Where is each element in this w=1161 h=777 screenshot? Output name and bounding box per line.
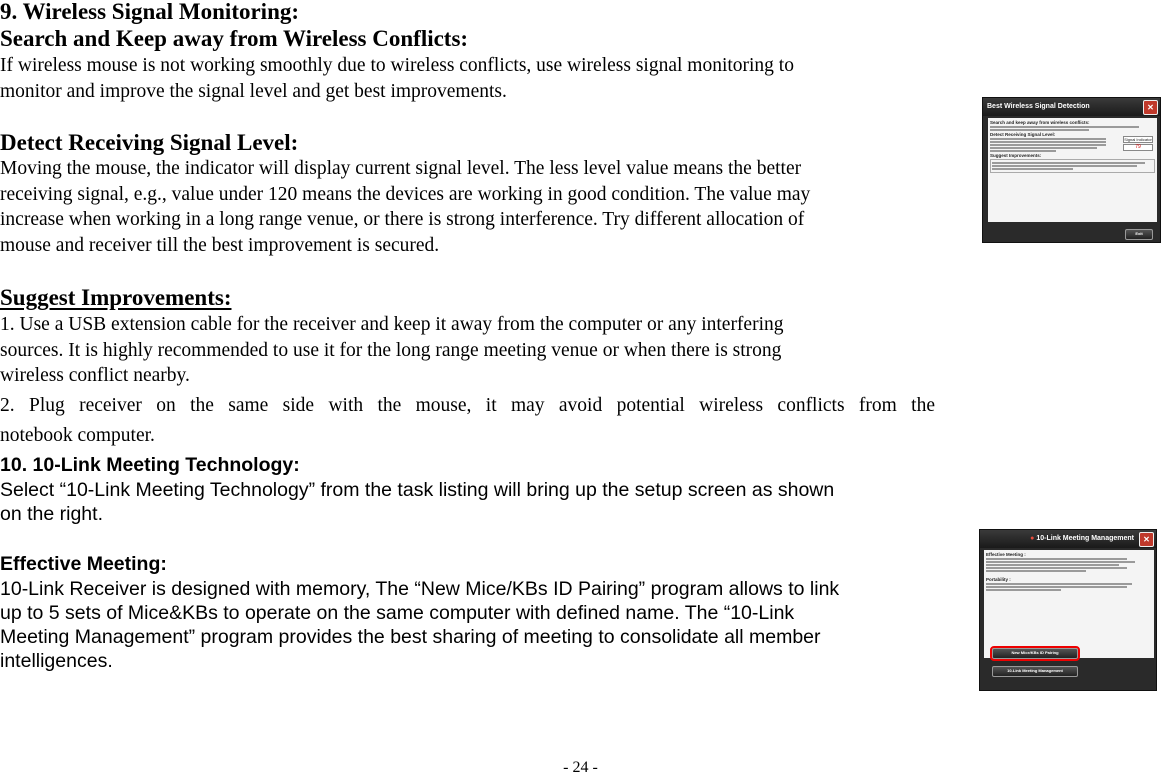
search-heading: Search and keep away from wireless conflicts: (990, 120, 1090, 125)
app-logo-icon: ● (1030, 535, 1035, 542)
signal-indicator (1123, 136, 1153, 151)
signal-indicator-label: Signal Indicator (1124, 137, 1152, 142)
signal-detection-screenshot (982, 97, 1161, 243)
detect-line: receiving signal, e.g., value under 120 means the devices are working in good condition. The value may (0, 183, 811, 205)
window-titlebar (980, 530, 1156, 548)
meeting-management-screenshot (979, 529, 1157, 691)
window-title: Best Wireless Signal Detection (987, 103, 1090, 110)
effective-line: Meeting Management” program provides the best sharing of meeting to consolidate all member (0, 626, 821, 648)
window-title: 10-Link Meeting Management (1036, 535, 1134, 542)
section-10-heading: 10. 10-Link Meeting Technology: (0, 454, 300, 476)
detect-heading: Detect Receiving Signal Level: (990, 132, 1056, 137)
section-9-heading: 9. Wireless Signal Monitoring: (0, 0, 300, 24)
meeting-content-pane (984, 550, 1154, 658)
effective-line: 10-Link Receiver is designed with memory, The “New Mice/KBs ID Pairing” program allows to link (0, 578, 840, 600)
intro-line: If wireless mouse is not working smoothly due to wireless conflicts, use wireless signal monitoring to (0, 55, 794, 76)
detect-line: Moving the mouse, the indicator will display current signal level. The less level value means the better (0, 158, 802, 179)
plug-receiver-line-end: notebook computer. (0, 425, 155, 446)
effective-heading: Effective Meeting : (986, 552, 1026, 557)
close-icon: ✕ (1143, 100, 1158, 115)
close-icon: ✕ (1139, 532, 1154, 547)
suggest-improvements-list (0, 312, 940, 389)
detect-signal-heading: Detect Receiving Signal Level: (0, 130, 299, 155)
exit-button[interactable]: Exit (1125, 229, 1153, 240)
suggest-line: sources. It is highly recommended to use it for the long range meeting venue or when there is strong (0, 339, 782, 361)
suggest-heading: Suggest Improvements: (990, 153, 1042, 158)
plug-receiver-line: 2. Plug receiver on the same side with the mouse, it may avoid potential wireless conflicts from the (0, 395, 935, 416)
detect-line: increase when working in a long range venue, or there is strong interference. Try different allocation of (0, 209, 805, 230)
wireless-conflicts-subheading: Search and Keep away from Wireless Conflicts: (0, 26, 469, 51)
effective-meeting-heading: Effective Meeting: (0, 553, 167, 575)
new-pairing-button[interactable]: New Mice/KBs ID Pairing (992, 648, 1078, 659)
effective-line: intelligences. (0, 650, 113, 672)
detect-signal-paragraph (0, 156, 940, 258)
section-10-intro (0, 478, 940, 526)
suggest-improvements-heading-text: Suggest Improvements: (0, 285, 232, 310)
section-9-intro (0, 53, 940, 104)
detect-line: mouse and receiver till the best improvement is secured. (0, 234, 440, 256)
suggest-line: wireless conflict nearby. (0, 365, 190, 386)
effective-line: up to 5 sets of Mice&KBs to operate on the same computer with defined name. The “10-Link (0, 602, 795, 624)
suggest-improvements-heading (0, 284, 231, 311)
intro-line: monitor and improve the signal level and get best improvements. (0, 80, 507, 102)
window-titlebar (983, 98, 1160, 116)
intro-line: on the right. (0, 503, 103, 525)
portability-heading: Portability : (986, 577, 1011, 582)
intro-line: Select “10-Link Meeting Technology” from the task listing will bring up the setup screen as shown (0, 479, 835, 501)
meeting-management-button[interactable]: 10-Link Meeting Management (992, 666, 1078, 677)
signal-indicator-value: 79 (1123, 144, 1153, 151)
suggest-line: 1. Use a USB extension cable for the receiver and keep it away from the computer or any interfering (0, 314, 784, 335)
page-number: - 24 - (563, 759, 598, 776)
effective-meeting-paragraph (0, 577, 945, 673)
signal-content-pane (988, 118, 1157, 222)
